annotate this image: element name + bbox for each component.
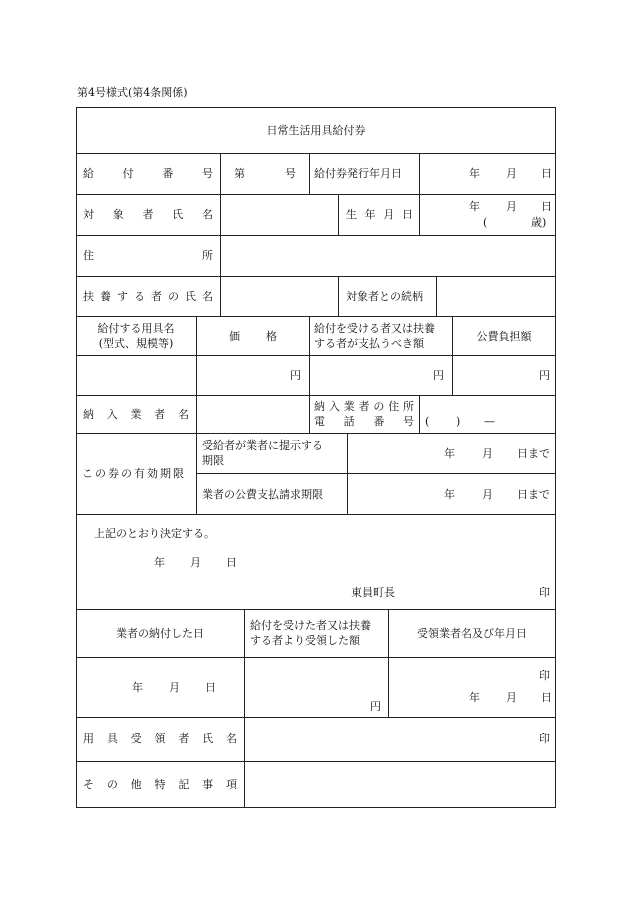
rule [309, 153, 310, 194]
rule [419, 395, 420, 433]
item-name-label: 給付する用具名 [97, 322, 175, 335]
birth-date-label: 生 年 月 日 [346, 208, 413, 221]
claim-until: 日まで [517, 488, 550, 501]
vendor-name-label: 納 入 業 者 名 [83, 408, 189, 421]
rule [76, 609, 556, 610]
rule [436, 276, 437, 316]
vendor-receipt-label: 受領業者名及び年月日 [417, 627, 527, 640]
delivered-date-label: 業者の納付した日 [116, 627, 204, 640]
number-prefix: 第 [234, 167, 245, 180]
rule [76, 433, 556, 434]
mayor-title: 東員町長 [351, 586, 395, 599]
rule [419, 153, 420, 235]
decision-month: 月 [190, 556, 201, 569]
received-amount-label-1: 給付を受けた者又は扶養 [250, 619, 371, 632]
received-amount-label-2: する者より受領した額 [250, 634, 360, 647]
rule [452, 316, 453, 395]
recipient-name-label: 用 具 受 領 者 氏 名 [83, 732, 237, 745]
decision-text: 上記のとおり決定する。 [94, 527, 215, 540]
rule [338, 276, 339, 316]
rule [244, 609, 245, 808]
public-burden-label: 公費負担額 [476, 330, 532, 343]
claim-year: 年 [444, 488, 455, 501]
rule [338, 194, 339, 235]
rule [76, 657, 556, 658]
vendor-day: 日 [541, 691, 552, 704]
delivered-month: 月 [169, 681, 180, 694]
rule [76, 235, 556, 236]
validity-label: この券の有効期限 [82, 467, 186, 480]
price-label: 価 格 [229, 330, 277, 343]
subject-name-label: 対 象 者 氏 名 [83, 208, 213, 221]
rule [76, 395, 556, 396]
rule [76, 514, 556, 515]
vendor-address-label: 納 入 業 者 の 住 所 [314, 400, 414, 413]
received-yen: 円 [370, 700, 381, 713]
claim-month: 月 [482, 488, 493, 501]
age-open: ( [483, 216, 488, 229]
present-year: 年 [444, 447, 455, 460]
present-until: 日まで [517, 447, 550, 460]
issue-month: 月 [506, 167, 517, 180]
mayor-seal: 印 [539, 586, 550, 599]
form-caption: 第4号様式(第4条関係) [77, 86, 188, 99]
price-yen: 円 [290, 369, 301, 382]
delivered-day: 日 [205, 681, 216, 694]
present-deadline-label-1: 受給者が業者に提示する [202, 439, 323, 452]
tel-close: ) [456, 415, 461, 428]
rule [347, 433, 348, 514]
vendor-seal: 印 [539, 669, 550, 682]
guardian-name-label: 扶 養 す る 者 の 氏 名 [83, 290, 213, 303]
age-close: 歳) [531, 216, 547, 229]
form-title: 日常生活用具給付券 [266, 124, 366, 137]
payer-yen: 円 [433, 369, 444, 382]
issue-year: 年 [469, 167, 480, 180]
rule [76, 761, 556, 762]
grant-number-label: 給 付 番 号 [83, 167, 213, 180]
public-yen: 円 [539, 369, 550, 382]
payer-amount-label-2: する者が支払うべき額 [314, 337, 424, 350]
rule [388, 609, 389, 717]
birth-year: 年 [469, 200, 480, 213]
relation-label: 対象者との続柄 [346, 290, 423, 303]
tel-open: ( [425, 415, 430, 428]
delivered-year: 年 [132, 681, 143, 694]
issue-date-label: 給付券発行年月日 [314, 167, 402, 180]
vendor-month: 月 [506, 691, 517, 704]
rule [309, 316, 310, 433]
rule [196, 316, 197, 514]
vendor-tel-label: 電 話 番 号 [314, 415, 414, 428]
tel-dash: — [484, 415, 495, 428]
rule [196, 473, 556, 474]
payer-amount-label-1: 給付を受ける者又は扶養 [314, 322, 435, 335]
decision-day: 日 [226, 556, 237, 569]
recipient-seal: 印 [539, 732, 550, 745]
decision-year: 年 [154, 556, 165, 569]
claim-deadline-label: 業者の公費支払請求期限 [202, 488, 323, 501]
issue-day: 日 [541, 167, 552, 180]
address-label: 住 所 [83, 249, 213, 262]
item-spec-label: (型式、規模等) [98, 337, 174, 350]
rule [76, 717, 556, 718]
birth-day: 日 [541, 200, 552, 213]
birth-month: 月 [506, 200, 517, 213]
vendor-year: 年 [469, 691, 480, 704]
rule [76, 316, 556, 317]
present-month: 月 [482, 447, 493, 460]
rule [76, 355, 556, 356]
number-suffix: 号 [285, 167, 296, 180]
other-notes-label: そ の 他 特 記 事 項 [83, 778, 237, 791]
rule [76, 276, 556, 277]
rule [76, 153, 556, 154]
rule [76, 194, 556, 195]
rule [220, 194, 221, 316]
present-deadline-label-2: 期限 [202, 454, 224, 467]
rule [220, 153, 221, 194]
